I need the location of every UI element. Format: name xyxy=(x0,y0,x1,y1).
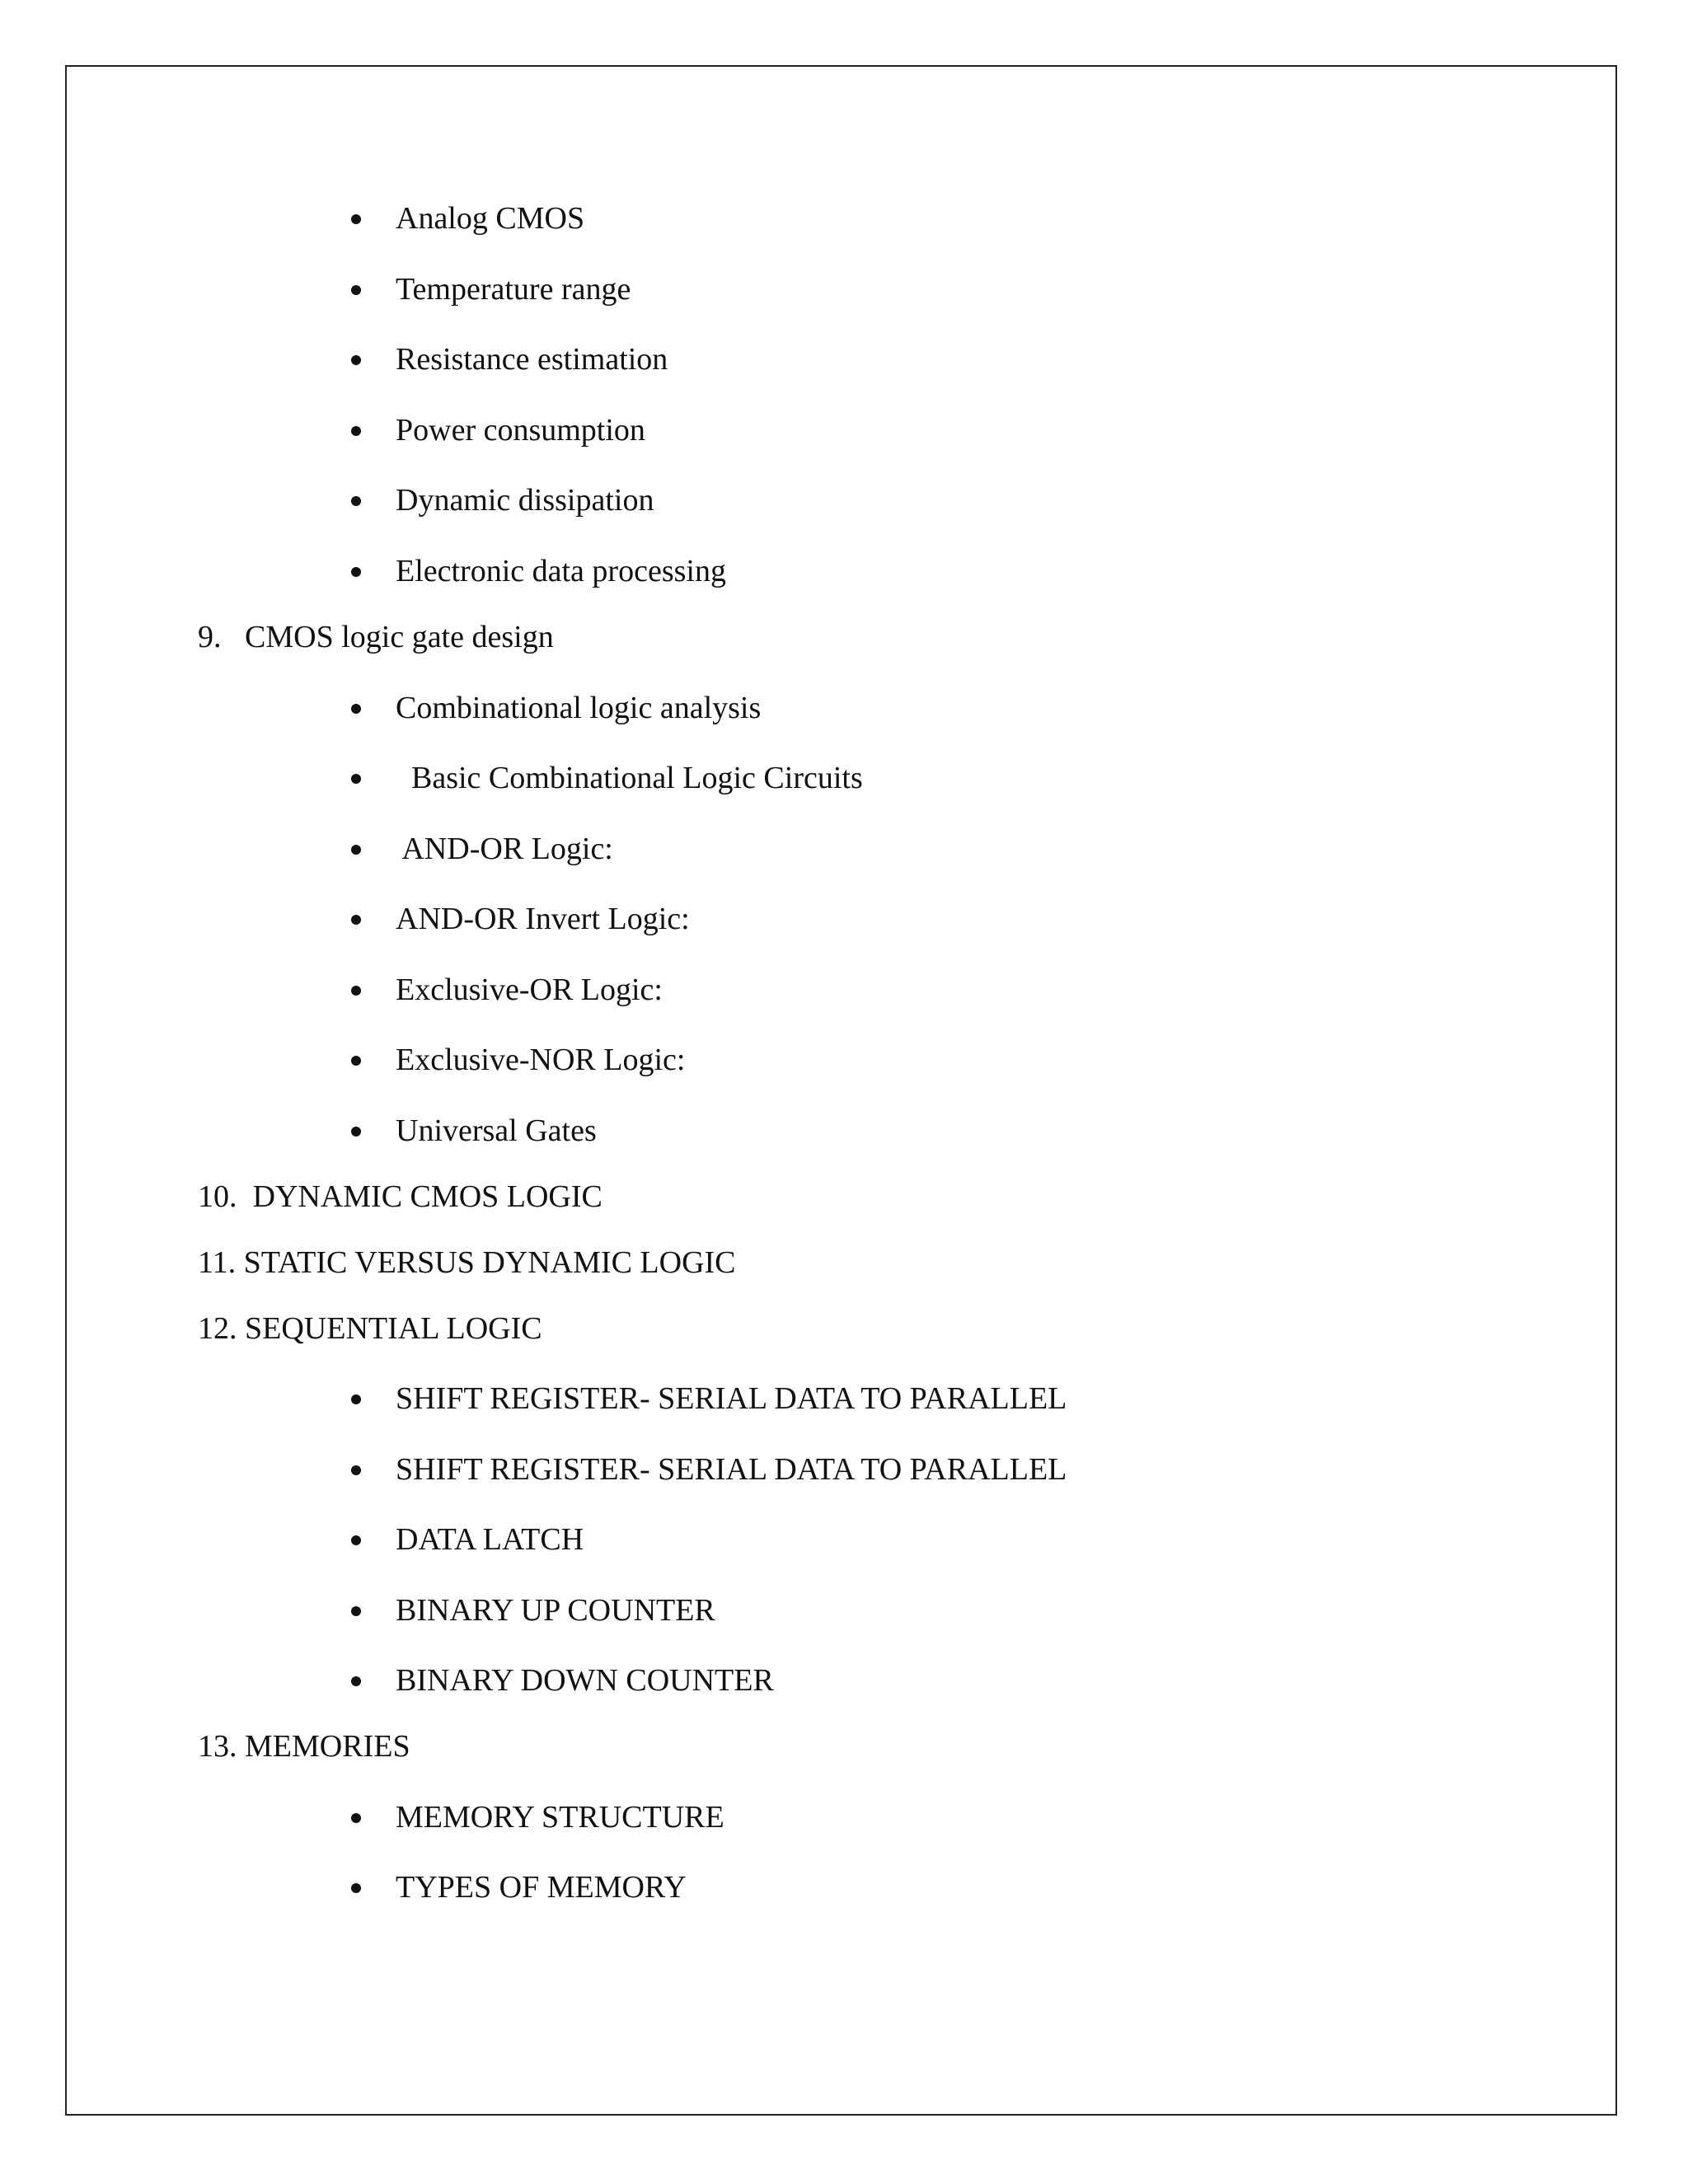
list-item: Resistance estimation xyxy=(396,342,668,377)
bullet-icon xyxy=(351,1606,361,1616)
list-item: SHIFT REGISTER- SERIAL DATA TO PARALLEL xyxy=(396,1452,1067,1487)
bullet-icon xyxy=(351,1813,361,1823)
bullet-icon xyxy=(351,1535,361,1545)
bullet-icon xyxy=(351,426,361,436)
bullet-icon xyxy=(351,915,361,925)
list-item: TYPES OF MEMORY xyxy=(396,1870,687,1905)
bullet-icon xyxy=(351,1465,361,1475)
list-item: Power consumption xyxy=(396,413,645,448)
list-item: Electronic data processing xyxy=(396,554,726,588)
page-border xyxy=(65,65,1617,2116)
list-item: DATA LATCH xyxy=(396,1522,584,1557)
bullet-icon xyxy=(351,1056,361,1066)
bullet-icon xyxy=(351,1676,361,1686)
section-heading: 11. STATIC VERSUS DYNAMIC LOGIC xyxy=(198,1245,736,1280)
list-item: BINARY DOWN COUNTER xyxy=(396,1663,774,1698)
bullet-icon xyxy=(351,845,361,855)
bullet-icon xyxy=(351,1394,361,1404)
bullet-icon xyxy=(351,214,361,224)
list-item: Exclusive-OR Logic: xyxy=(396,972,663,1007)
section-heading: 9. CMOS logic gate design xyxy=(198,620,554,654)
list-item: SHIFT REGISTER- SERIAL DATA TO PARALLEL xyxy=(396,1381,1067,1416)
list-item: Temperature range xyxy=(396,272,631,307)
list-item: Analog CMOS xyxy=(396,201,585,236)
list-item: BINARY UP COUNTER xyxy=(396,1593,715,1628)
list-item: MEMORY STRUCTURE xyxy=(396,1800,724,1835)
list-item: Combinational logic analysis xyxy=(396,691,762,725)
list-item: AND-OR Logic: xyxy=(396,832,613,866)
section-heading: 13. MEMORIES xyxy=(198,1729,410,1764)
list-item: AND-OR Invert Logic: xyxy=(396,902,690,936)
bullet-icon xyxy=(351,355,361,365)
bullet-icon xyxy=(351,1883,361,1893)
list-item: Universal Gates xyxy=(396,1113,597,1148)
list-item: Exclusive-NOR Logic: xyxy=(396,1043,686,1077)
bullet-icon xyxy=(351,567,361,577)
bullet-icon xyxy=(351,774,361,784)
section-heading: 12. SEQUENTIAL LOGIC xyxy=(198,1311,542,1346)
list-item: Basic Combinational Logic Circuits xyxy=(396,761,863,795)
list-item: Dynamic dissipation xyxy=(396,483,654,518)
bullet-icon xyxy=(351,986,361,996)
bullet-icon xyxy=(351,285,361,295)
bullet-icon xyxy=(351,496,361,506)
section-heading: 10. DYNAMIC CMOS LOGIC xyxy=(198,1179,603,1214)
bullet-icon xyxy=(351,1127,361,1137)
bullet-icon xyxy=(351,704,361,714)
